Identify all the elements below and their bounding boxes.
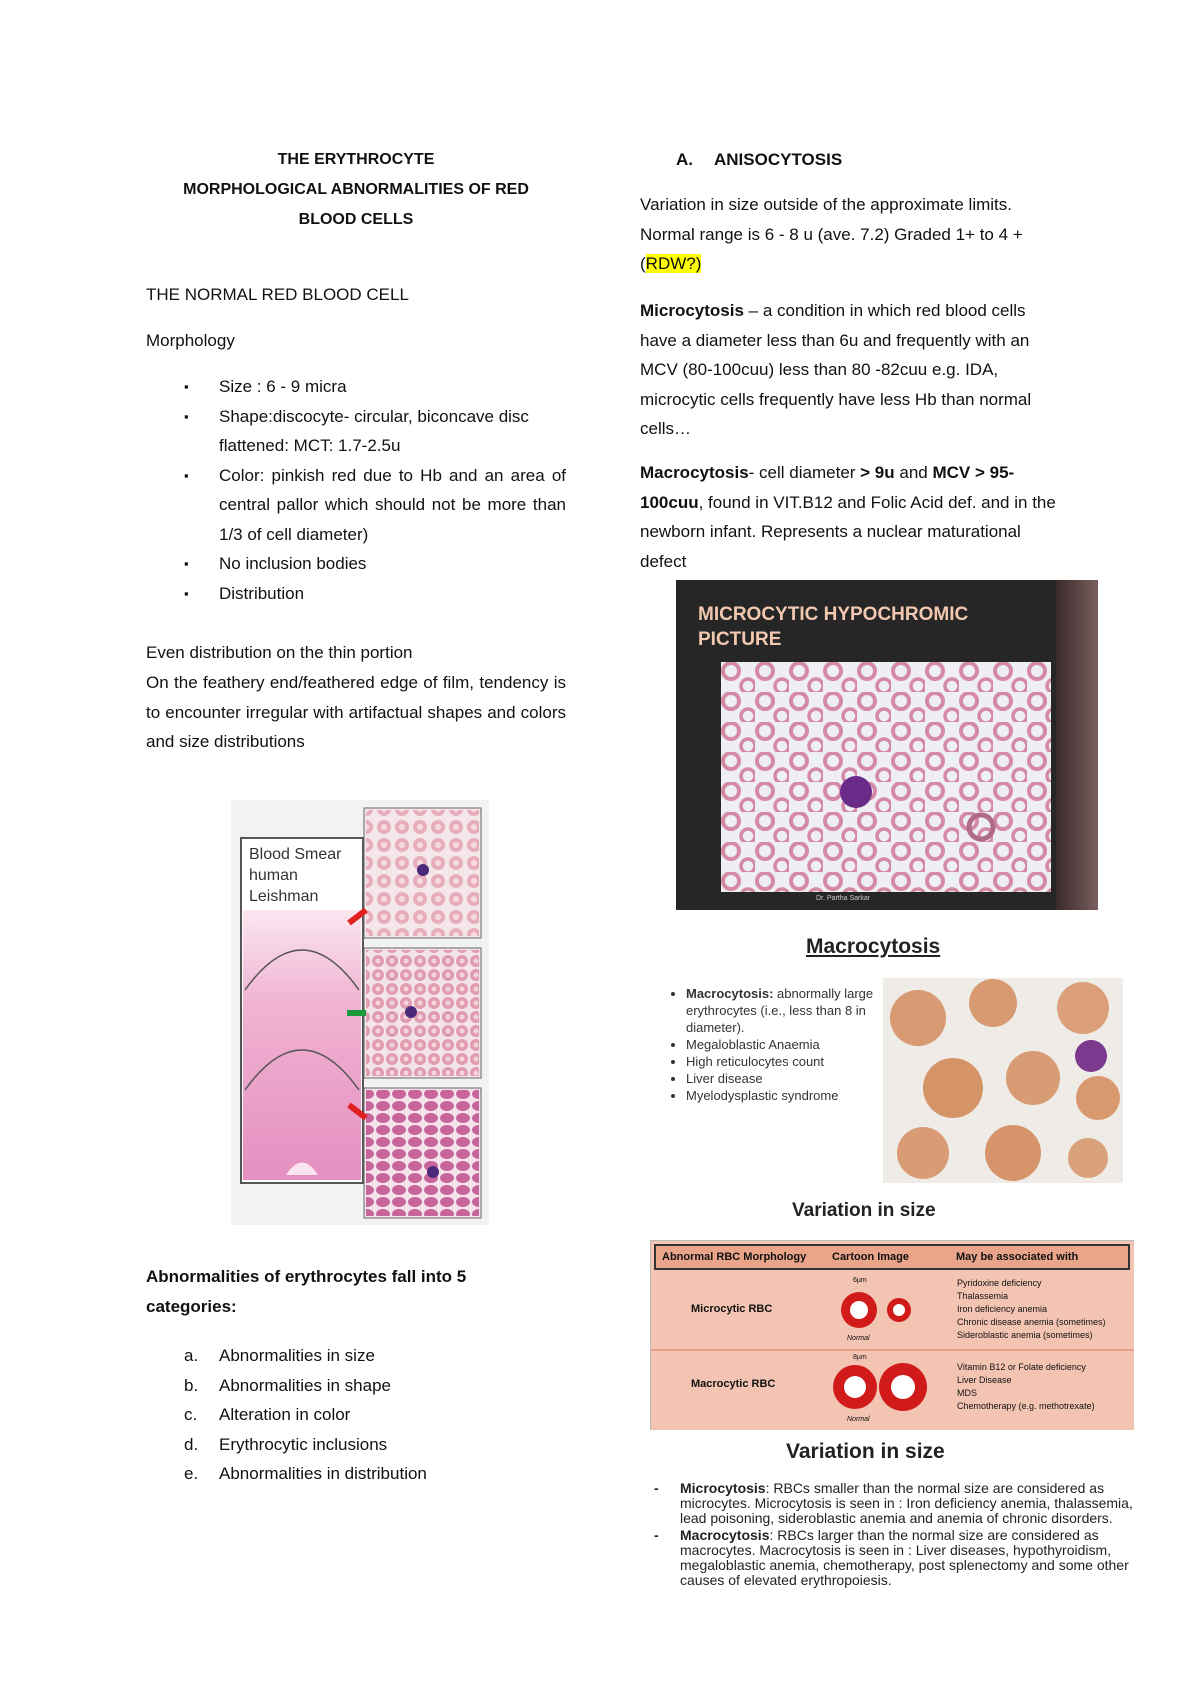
list-text: Alteration in color (219, 1405, 351, 1424)
macrocytosis-paragraph (640, 458, 1065, 576)
list-item: ▪ Size : 6 - 9 micra (146, 372, 566, 402)
list-marker: e. (184, 1464, 199, 1483)
smear-label-line: Blood Smear (249, 846, 342, 863)
macrocytosis-bullets (672, 985, 896, 1104)
list-text: abnormally large erythrocytes (i.e., less than 8 in diameter). (686, 986, 874, 1035)
morphology-table (650, 1240, 1134, 1430)
list-text: High reticulocytes count (686, 1054, 825, 1069)
association-item: Thalassemia (957, 1291, 1009, 1301)
list-item: - Macrocytosis: RBCs larger than the normal size are considered as macrocytes. Macrocytosis is seen in : Liver diseases, hypothyroidism, megaloblastic anemia, chemotherapy, post splenectomy and some other causes of elevated erythropoiesis. (654, 1527, 1129, 1588)
list-item: ▪ Distribution (146, 579, 566, 609)
smear-label (249, 844, 342, 907)
table-row-label: Macrocytic RBC (691, 1378, 776, 1390)
abnormalities-intro: Abnormalities of erythrocytes fall into 5 categories: (146, 1267, 467, 1316)
list-bold: Macrocytosis (680, 1527, 770, 1543)
microcytosis-paragraph (640, 296, 1065, 444)
list-text: Erythrocytic inclusions (219, 1434, 388, 1454)
smear-label-line: human (249, 867, 298, 884)
association-item: Chronic disease anemia (sometimes) (957, 1317, 1106, 1327)
list-item (146, 1430, 566, 1460)
distribution-paragraph: On the feathery end/feathered edge of film, tendency is to encounter irregular with artifactual shapes and colors and size distributions (146, 673, 566, 751)
slide-title: Macrocytosis (806, 935, 941, 958)
macrocytosis-bold: > 9u (860, 463, 895, 482)
categories-list (146, 1341, 566, 1489)
microcytosis-term: Microcytosis (640, 301, 744, 320)
variation-text-slide (640, 1440, 1140, 1680)
macrocytosis-text: , found in VIT.B12 and Folic Acid def. and in the newborn infant. Represents a nuclear maturational defect (640, 492, 1056, 571)
macrocytosis-term: Macrocytosis (640, 463, 749, 482)
association-item: MDS (957, 1388, 977, 1398)
list-item: - Microcytosis: RBCs smaller than the normal size are considered as microcytes. Microcytosis is seen in : Iron deficiency anemia, thalassemia, lead poisoning, sideroblastic anemia and anemia of chronic disorders. (654, 1480, 1133, 1526)
rdw-highlight: RDW?) (645, 254, 702, 273)
list-text: Abnormalities in distribution (219, 1464, 427, 1483)
table-header (654, 1244, 1130, 1270)
list-text: Megaloblastic Anaemia (686, 1037, 820, 1052)
slide-credit: Dr. Partha Sarkar (816, 895, 871, 902)
microcytosis-text: – a condition in which red blood cells have a diameter less than 6u and frequently with an MCV (80-100cuu) less than 80 -82cuu e.g. IDA, microcytic cells frequently have less Hb than normal cells… (640, 301, 1032, 438)
list-bold: Microcytosis (680, 1480, 766, 1496)
section-heading: THE NORMAL RED BLOOD CELL (146, 285, 409, 304)
association-list (957, 1277, 1106, 1342)
list-marker: a. (184, 1346, 199, 1365)
macrocytosis-text: - cell diameter (748, 463, 861, 482)
list-marker: d. (184, 1434, 199, 1454)
document-title (146, 145, 566, 235)
list-item (686, 1087, 896, 1104)
size-label: 8µm (853, 1354, 867, 1361)
microcytic-slide (676, 580, 1098, 910)
anisocytosis-text: Variation in size outside of the approximate limits. Normal range is 6 - 8 u (ave. 7.2) Graded 1+ to 4 + ( (640, 195, 1023, 273)
slide-accent-bar (1056, 580, 1098, 910)
list-item (146, 1400, 566, 1430)
list-item (146, 1459, 566, 1489)
slide-title-line: MICROCYTIC HYPOCHROMIC (698, 604, 969, 625)
list-item: ▪ No inclusion bodies (146, 549, 566, 579)
slide-title: Variation in size (786, 1440, 945, 1463)
list-text: : RBCs smaller than the normal size are considered as microcytes. Microcytosis is seen in : Iron deficiency anemia, thalassemia, lead poisoning, sideroblastic anemia and anemia of chronic disorders. (680, 1480, 1133, 1526)
list-marker: c. (184, 1405, 198, 1424)
anisocytosis-paragraph (640, 190, 1065, 279)
list-item (146, 1371, 566, 1401)
list-item (686, 1053, 896, 1070)
slide-title (698, 602, 968, 652)
microcytic-cartoon (835, 1286, 925, 1336)
table-divider (651, 1349, 1134, 1351)
list-item (686, 1070, 896, 1087)
association-list (957, 1361, 1095, 1413)
association-item: Sideroblastic anemia (sometimes) (957, 1330, 1093, 1340)
list-item (146, 1341, 566, 1371)
macrocytic-cartoon (831, 1359, 931, 1415)
macrocytosis-slide (660, 935, 1130, 1185)
list-text: Myelodysplastic syndrome (686, 1088, 839, 1103)
macrocytosis-image (883, 978, 1123, 1183)
association-item: Vitamin B12 or Folate deficiency (957, 1362, 1086, 1372)
list-bold: Macrocytosis: (686, 986, 774, 1001)
size-label: Normal (847, 1416, 870, 1423)
association-item: Liver Disease (957, 1375, 1012, 1385)
title-line: THE ERYTHROCYTE (277, 151, 435, 168)
list-text: Abnormalities in size (219, 1346, 375, 1365)
table-header-cell: Abnormal RBC Morphology (662, 1251, 807, 1263)
anisocytosis-heading: ANISOCYTOSIS (714, 150, 843, 169)
smear-label-line: Leishman (249, 888, 319, 905)
size-label: Normal (847, 1335, 870, 1342)
variation-list (654, 1481, 1134, 1588)
table-header-cell: May be associated with (956, 1251, 1079, 1263)
list-text: : RBCs larger than the normal size are considered as macrocytes. Macrocytosis is seen in : Liver diseases, hypothyroidism, megaloblastic anemia, chemotherapy, post splenectomy and some other causes of elevated erythropoiesis. (680, 1527, 1129, 1588)
list-text: Liver disease (686, 1071, 763, 1086)
list-text: Abnormalities in shape (219, 1375, 391, 1395)
title-line: BLOOD CELLS (298, 211, 414, 228)
variation-table-slide (650, 1200, 1134, 1430)
slide-title-line: PICTURE (698, 629, 782, 650)
macrocytosis-bold: MCV > 95-100cuu (640, 463, 1015, 512)
title-line: MORPHOLOGICAL ABNORMALITIES OF RED (183, 181, 529, 198)
morphology-list (146, 372, 566, 608)
microcytic-smear-image (721, 662, 1051, 892)
macrocytosis-text: and (894, 463, 933, 482)
association-item: Chemotherapy (e.g. methotrexate) (957, 1401, 1095, 1411)
slide-title: Variation in size (792, 1200, 936, 1221)
list-item (686, 1036, 896, 1053)
table-header-cell: Cartoon Image (832, 1251, 910, 1263)
list-item (686, 985, 896, 1036)
distribution-line: Even distribution on the thin portion (146, 643, 413, 662)
list-item: ▪ Color: pinkish red due to Hb and an area of central pallor which should not be more than 1/3 of cell diameter) (146, 461, 566, 550)
association-item: Pyridoxine deficiency (957, 1278, 1042, 1288)
anisocytosis-marker: A. (676, 150, 693, 169)
size-label: 6µm (853, 1277, 867, 1284)
blood-smear-figure (231, 800, 489, 1225)
list-item: ▪ Shape:discocyte- circular, biconcave disc flattened: MCT: 1.7-2.5u (146, 402, 566, 461)
association-item: Iron deficiency anemia (957, 1304, 1048, 1314)
list-marker: b. (184, 1375, 199, 1395)
morphology-label: Morphology (146, 331, 235, 350)
table-row-label: Microcytic RBC (691, 1303, 773, 1315)
